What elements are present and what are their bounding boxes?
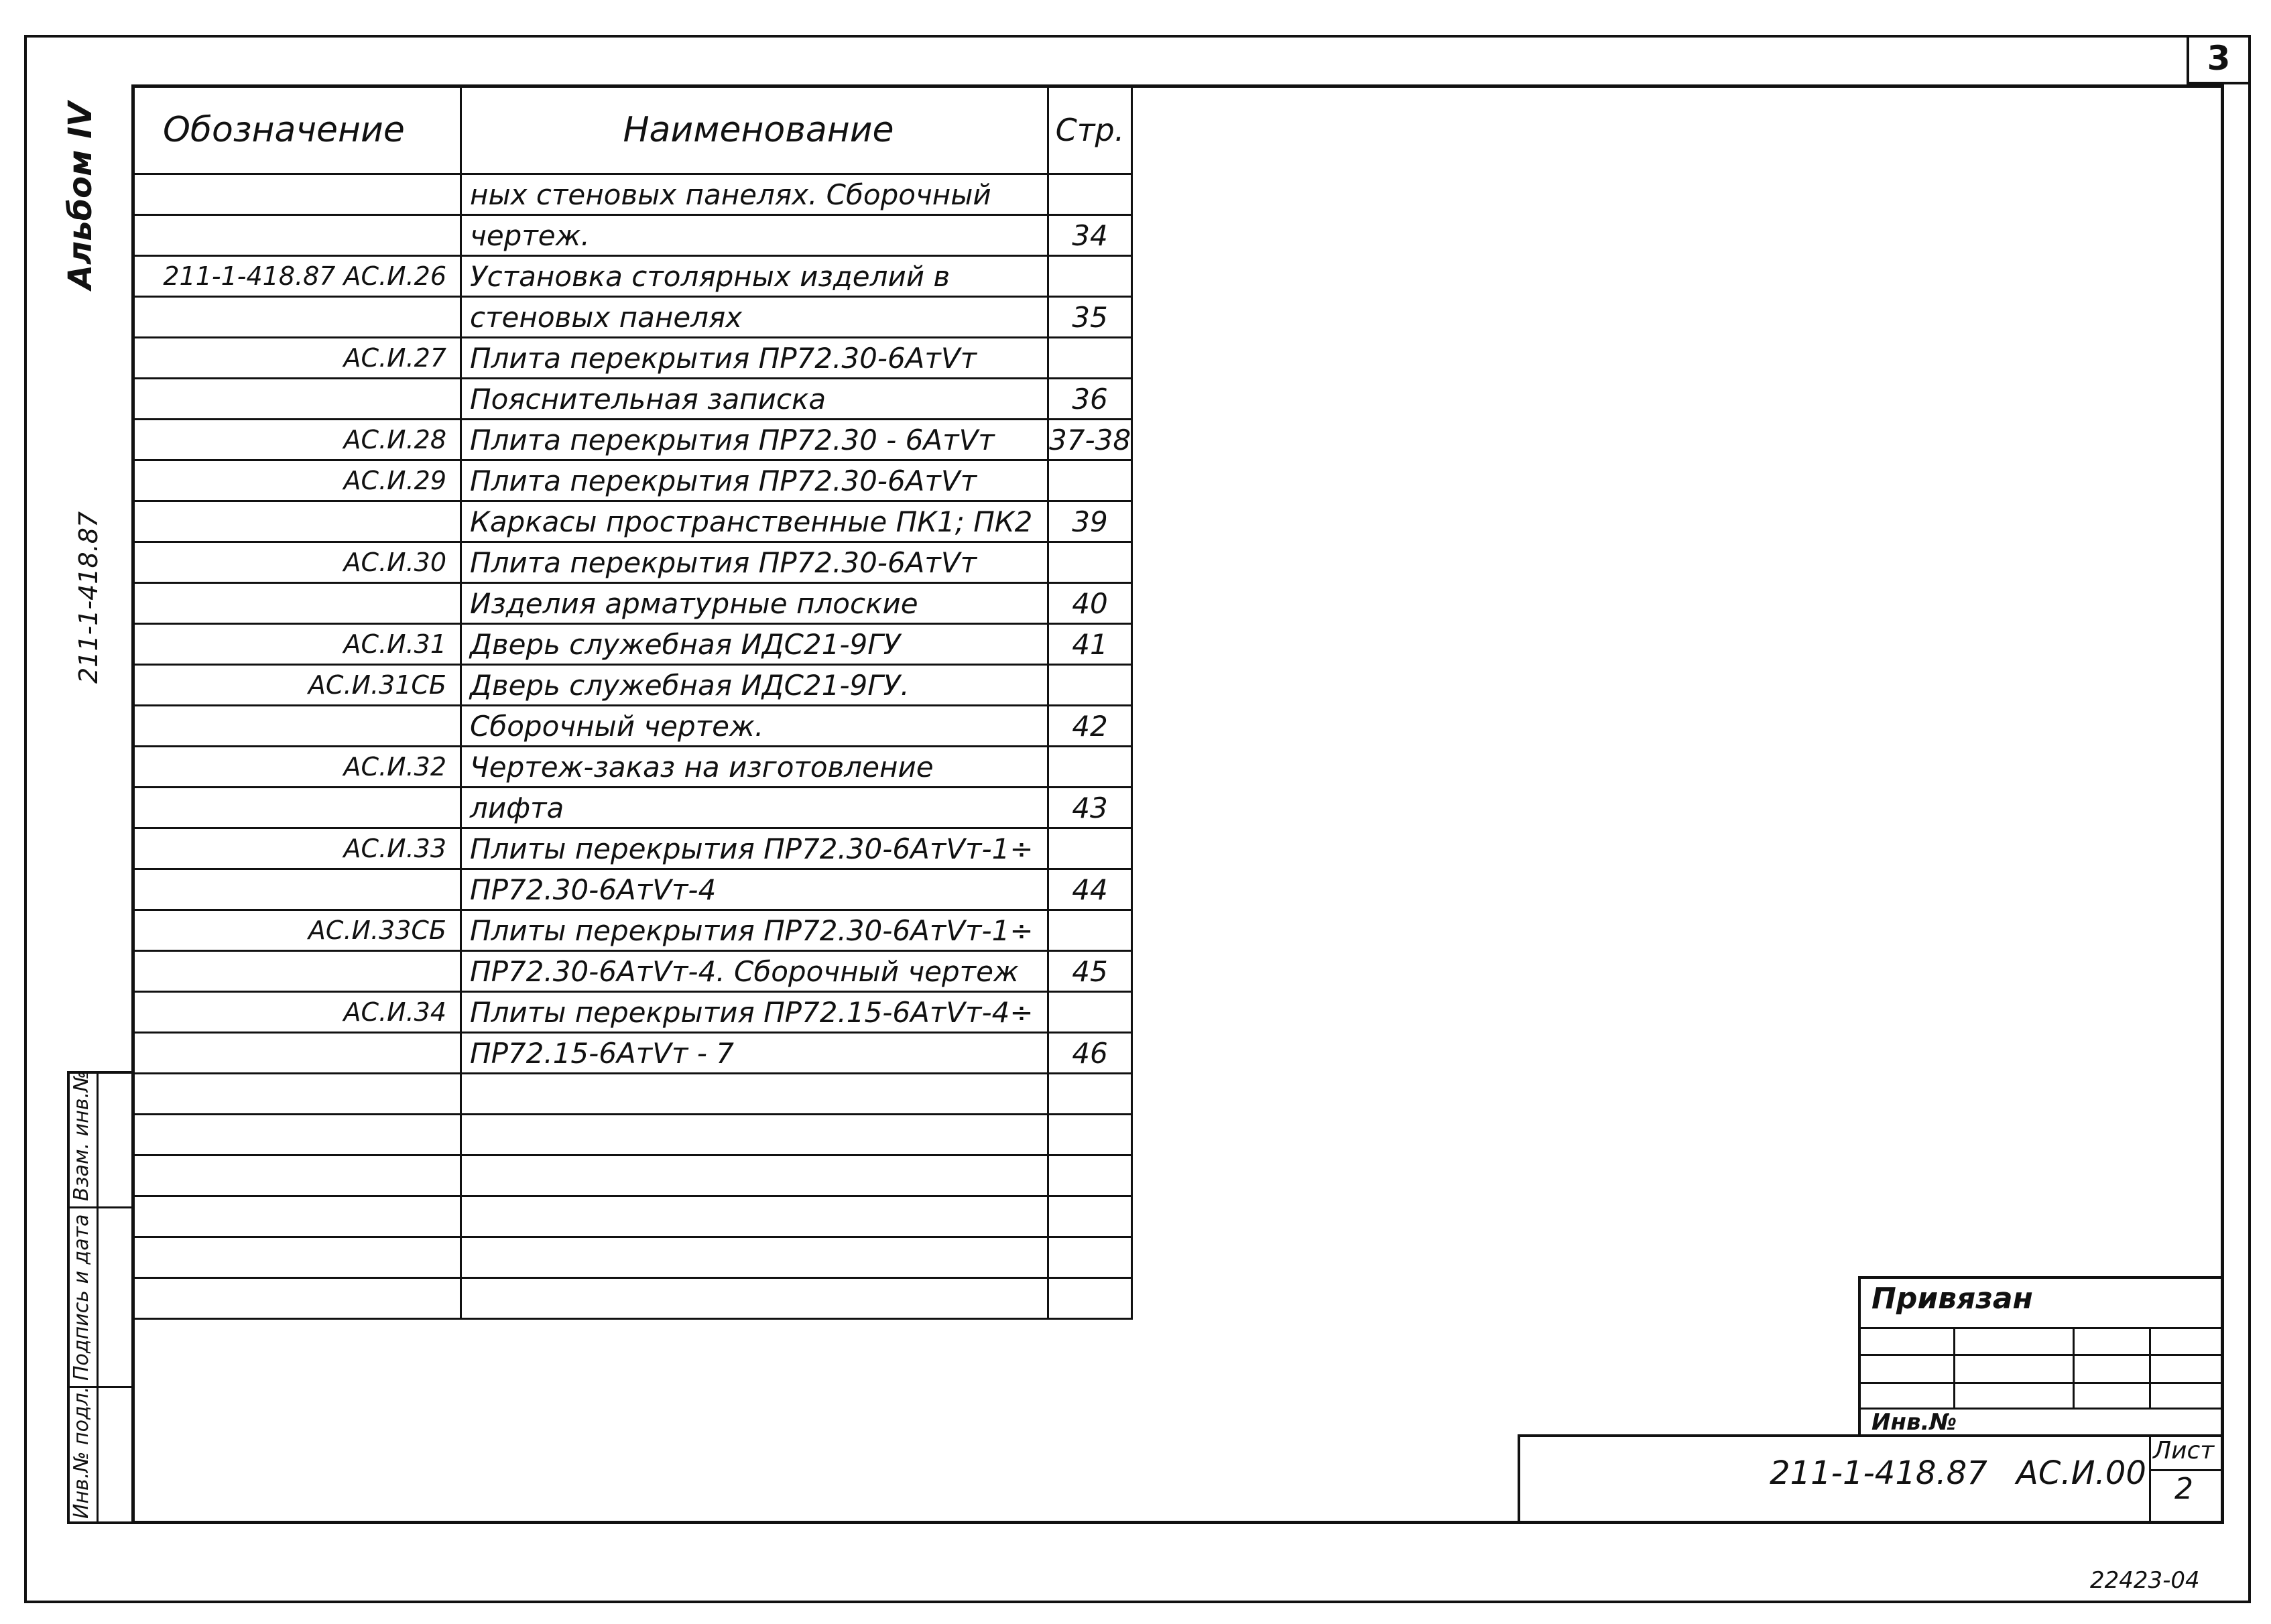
table-row [133, 215, 1132, 256]
name-cell: чертеж. [461, 215, 1048, 256]
page-cell: 39 [1048, 501, 1132, 542]
stamp-line [1953, 1327, 1955, 1408]
designation-cell: АС.И.27 [133, 338, 461, 379]
table-row [133, 869, 1132, 910]
page-cell: 35 [1048, 297, 1132, 338]
designation-cell [133, 1074, 461, 1115]
table-row [133, 501, 1132, 542]
page-cell: 46 [1048, 1033, 1132, 1074]
table-row [133, 338, 1132, 379]
header-designation: Обозначение [133, 86, 461, 174]
table-row [133, 747, 1132, 788]
designation-cell: 211-1-418.87 АС.И.26 [133, 256, 461, 297]
name-cell [461, 1074, 1048, 1115]
page-cell [1048, 1196, 1132, 1237]
stamp-line [2149, 1469, 2224, 1471]
page-cell [1048, 338, 1132, 379]
page-cell: 36 [1048, 379, 1132, 420]
name-cell: Плиты перекрытия ПР72.15-6АтVт-4÷ [461, 992, 1048, 1033]
designation-cell [133, 951, 461, 992]
page-cell [1048, 747, 1132, 788]
name-cell: ных стеновых панелях. Сборочный [461, 174, 1048, 215]
name-cell: Установка столярных изделий в [461, 256, 1048, 297]
name-cell [461, 1278, 1048, 1319]
side-stamp-sign-date: Подпись и дата [70, 1214, 93, 1381]
name-cell: Плиты перекрытия ПР72.30-6АтVт-1÷ [461, 828, 1048, 869]
table-row [133, 297, 1132, 338]
page-cell [1048, 992, 1132, 1033]
name-cell: Чертеж-заказ на изготовление [461, 747, 1048, 788]
designation-cell: АС.И.29 [133, 460, 461, 501]
table-row [133, 460, 1132, 501]
table-row [133, 992, 1132, 1033]
designation-cell [133, 1155, 461, 1196]
page-cell: 37-38 [1048, 420, 1132, 460]
sheet-value: 2 [2174, 1472, 2193, 1506]
name-cell: лифта [461, 788, 1048, 828]
designation-cell [133, 1196, 461, 1237]
side-stamp-line [67, 1206, 131, 1208]
table-row [133, 788, 1132, 828]
sheet-number: 3 [2207, 39, 2231, 78]
table-row [133, 1278, 1132, 1319]
name-cell: Каркасы пространственные ПК1; ПК2 [461, 501, 1048, 542]
page-cell [1048, 1155, 1132, 1196]
sheet-label: Лист [2153, 1437, 2215, 1464]
name-cell: ПР72.15-6АтVт - 7 [461, 1033, 1048, 1074]
page-cell [1048, 665, 1132, 706]
table-row [133, 1033, 1132, 1074]
name-cell: Плиты перекрытия ПР72.30-6АтVт-1÷ [461, 910, 1048, 951]
designation-cell: АС.И.33 [133, 828, 461, 869]
page-cell: 45 [1048, 951, 1132, 992]
page-cell [1048, 1237, 1132, 1278]
header-page: Стр. [1048, 86, 1132, 174]
designation-cell [133, 788, 461, 828]
name-cell: Плита перекрытия ПР72.30 - 6АтVт [461, 420, 1048, 460]
designation-cell [133, 1115, 461, 1155]
designation-cell [133, 869, 461, 910]
page-cell [1048, 460, 1132, 501]
name-cell: ПР72.30-6АтVт-4 [461, 869, 1048, 910]
name-cell: Плита перекрытия ПР72.30-6АтVт [461, 338, 1048, 379]
stamp-line [1858, 1354, 2224, 1356]
stamp-line [1858, 1327, 2224, 1329]
designation-cell: АС.И.28 [133, 420, 461, 460]
page-cell: 41 [1048, 624, 1132, 665]
table-row [133, 1237, 1132, 1278]
table-row [133, 1196, 1132, 1237]
doc-code: 211-1-418.87 [1770, 1454, 1987, 1492]
page-cell [1048, 828, 1132, 869]
designation-cell [133, 706, 461, 747]
side-stamp-divider [97, 1071, 99, 1524]
page-cell [1048, 910, 1132, 951]
table-row [133, 1155, 1132, 1196]
stamp-line [1858, 1382, 2224, 1384]
page-cell: 40 [1048, 583, 1132, 624]
page-cell: 44 [1048, 869, 1132, 910]
table-row [133, 256, 1132, 297]
designation-cell [133, 1237, 461, 1278]
table-row [133, 379, 1132, 420]
table-row [133, 420, 1132, 460]
privyazan-label: Привязан [1871, 1282, 2033, 1316]
doc-mark: АС.И.00 [2016, 1454, 2146, 1492]
table-row [133, 583, 1132, 624]
designation-cell: АС.И.30 [133, 542, 461, 583]
designation-cell: АС.И.31 [133, 624, 461, 665]
page-cell: 43 [1048, 788, 1132, 828]
designation-cell [133, 174, 461, 215]
name-cell: Пояснительная записка [461, 379, 1048, 420]
table-body [133, 174, 1132, 1319]
table-row [133, 624, 1132, 665]
page-cell [1048, 174, 1132, 215]
table-row [133, 1115, 1132, 1155]
page-cell: 42 [1048, 706, 1132, 747]
designation-cell [133, 297, 461, 338]
footer-code: 22423-04 [2090, 1567, 2200, 1594]
designation-cell: АС.И.34 [133, 992, 461, 1033]
name-cell: Изделия арматурные плоские [461, 583, 1048, 624]
designation-cell [133, 501, 461, 542]
name-cell: ПР72.30-6АтVт-4. Сборочный чертеж [461, 951, 1048, 992]
inv-no-label: Инв.№ [1871, 1409, 1957, 1436]
name-cell: Плита перекрытия ПР72.30-6АтVт [461, 460, 1048, 501]
page-cell [1048, 1115, 1132, 1155]
page-cell [1048, 1074, 1132, 1115]
page-cell [1048, 256, 1132, 297]
table-header-row [133, 86, 1132, 174]
table-row [133, 174, 1132, 215]
designation-cell [133, 1278, 461, 1319]
table-row [133, 542, 1132, 583]
stamp-line [2149, 1327, 2151, 1408]
album-label: Альбом IV [62, 101, 99, 290]
designation-cell [133, 583, 461, 624]
name-cell: Плита перекрытия ПР72.30-6АтVт [461, 542, 1048, 583]
name-cell [461, 1155, 1048, 1196]
name-cell [461, 1237, 1048, 1278]
table-row [133, 910, 1132, 951]
table-row [133, 1074, 1132, 1115]
table-row [133, 951, 1132, 992]
side-stamp-inv-zam: Взам. инв.№ [70, 1070, 93, 1201]
name-cell: стеновых панелях [461, 297, 1048, 338]
name-cell: Дверь служебная ИДС21-9ГУ [461, 624, 1048, 665]
designation-cell [133, 379, 461, 420]
name-cell: Дверь служебная ИДС21-9ГУ. [461, 665, 1048, 706]
table-row [133, 828, 1132, 869]
name-cell: Сборочный чертеж. [461, 706, 1048, 747]
page-cell: 34 [1048, 215, 1132, 256]
side-stamp-inv-podl: Инв.№ подл. [70, 1386, 93, 1519]
name-cell [461, 1115, 1048, 1155]
stamp-line [2149, 1434, 2151, 1524]
designation-cell [133, 1033, 461, 1074]
page-cell [1048, 1278, 1132, 1319]
designation-cell: АС.И.31СБ [133, 665, 461, 706]
contents-table [131, 84, 1133, 1320]
page-cell [1048, 542, 1132, 583]
table-row [133, 665, 1132, 706]
designation-cell: АС.И.33СБ [133, 910, 461, 951]
header-name: Наименование [461, 86, 1048, 174]
designation-cell: АС.И.32 [133, 747, 461, 788]
designation-cell [133, 215, 461, 256]
stamp-line [2073, 1327, 2075, 1408]
name-cell [461, 1196, 1048, 1237]
table-row [133, 706, 1132, 747]
project-code-vertical: 211-1-418.87 [74, 511, 103, 684]
